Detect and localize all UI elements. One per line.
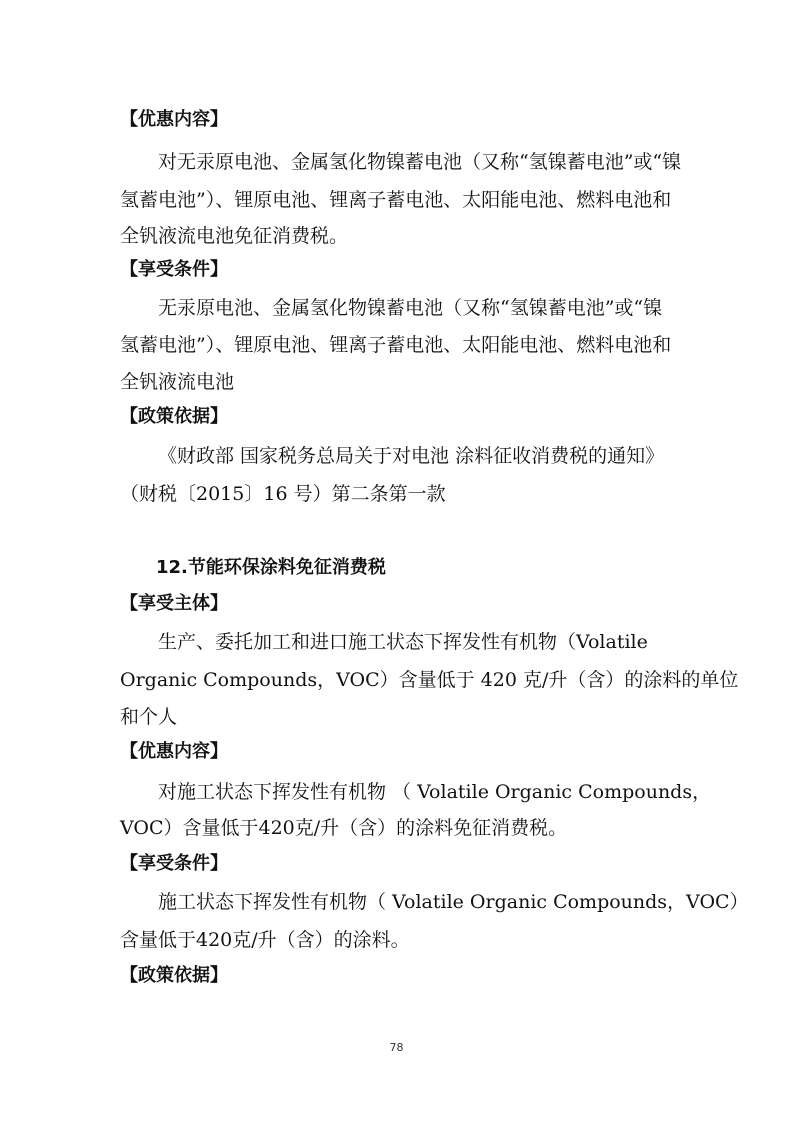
heading-policy-basis: 【政策依据】 (120, 406, 228, 427)
benefit-line-1: 对无汞原电池、金属氢化物镍蓄电池（又称“氢镍蓄电池”或“镍 (158, 151, 682, 173)
basis-line-1: 《财政部 国家税务总局关于对电池 涂料征收消费税的通知》 (158, 445, 665, 467)
basis-line-2: （财税〔2015〕16 号）第二条第一款 (120, 483, 446, 505)
heading-benefit: 【优惠内容】 (120, 109, 228, 130)
heading-conditions: 【享受条件】 (120, 259, 228, 280)
benefit-line-2: 氢蓄电池”）、锂原电池、锂离子蓄电池、太阳能电池、燃料电池和 (120, 189, 672, 211)
heading-subject: 【享受主体】 (120, 593, 228, 614)
page-number: 78 (389, 1041, 404, 1054)
subject-line-1: 生产、委托加工和进口施工状态下挥发性有机物（Volatile (158, 631, 648, 653)
benefit2-line-1: 对施工状态下挥发性有机物 （ Volatile Organic Compounds， (158, 781, 712, 803)
heading-policy-basis-2: 【政策依据】 (120, 965, 228, 986)
section-title: 12.节能环保涂料免征消费税 (156, 557, 386, 578)
condition-line-2: 氢蓄电池”）、锂原电池、锂离子蓄电池、太阳能电池、燃料电池和 (120, 334, 672, 356)
subject-line-3: 和个人 (120, 706, 178, 728)
condition2-line-2: 含量低于420克/升（含）的涂料。 (120, 929, 410, 951)
condition-line-3: 全钒液流电池 (120, 371, 235, 393)
subject-line-2: Organic Compounds，VOC）含量低于 420 克/升（含）的涂料的单位 (120, 669, 739, 691)
condition-line-1: 无汞原电池、金属氢化物镍蓄电池（又称“氢镍蓄电池”或“镍 (158, 297, 663, 319)
benefit-line-3: 全钒液流电池免征消费税。 (120, 225, 349, 247)
heading-conditions-2: 【享受条件】 (120, 853, 228, 874)
benefit2-line-2: VOC）含量低于420克/升（含）的涂料免征消费税。 (120, 817, 568, 839)
heading-benefit-2: 【优惠内容】 (120, 741, 228, 762)
condition2-line-1: 施工状态下挥发性有机物（ Volatile Organic Compounds，VOC） (158, 891, 749, 913)
